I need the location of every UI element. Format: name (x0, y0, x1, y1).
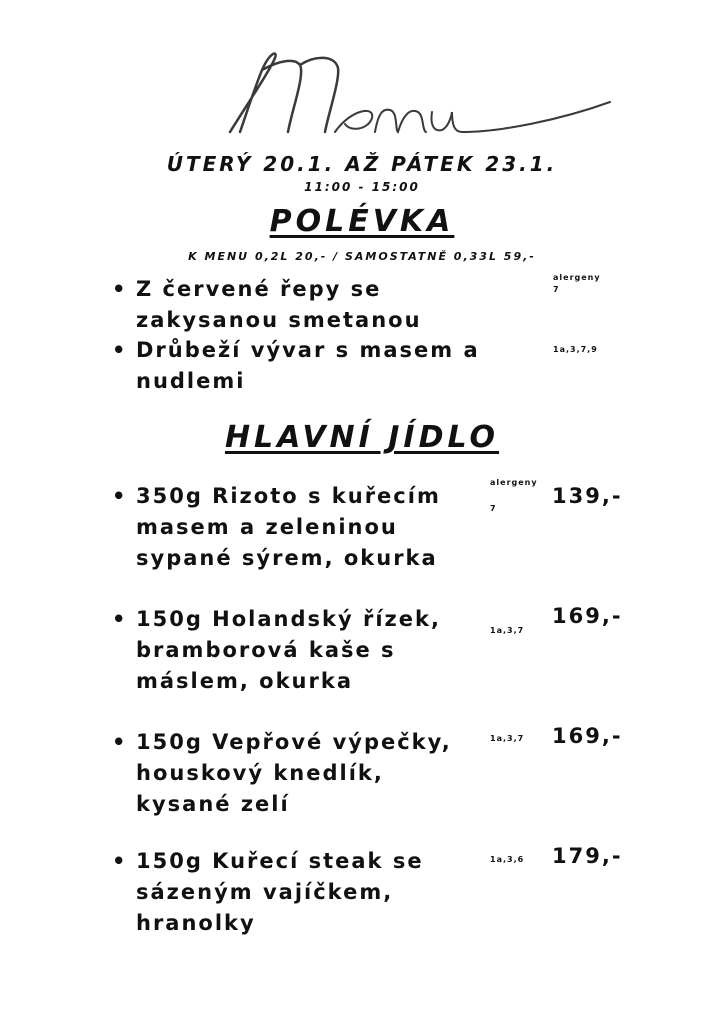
main-section-title: HLAVNÍ JÍDLO (224, 420, 500, 455)
main-item-1-allergens: 7 (490, 504, 497, 513)
soup-item-2: Drůbeží vývar s masem a nudlemi (136, 338, 480, 393)
list-bullet: • (112, 484, 126, 508)
soup-item-1-allergens: 7 (553, 285, 560, 294)
date-range: ÚTERÝ 20.1. AŽ PÁTEK 23.1. (166, 152, 558, 176)
main-item-4-allergens: 1a,3,6 (490, 855, 525, 864)
soup-section-title: POLÉVKA (269, 204, 455, 239)
main-item-2-allergens: 1a,3,7 (490, 626, 525, 635)
main-item-3-price: 169,- (552, 724, 623, 748)
soup-pricing: K MENU 0,2L 20,- / SAMOSTATNĚ 0,33L 59,- (188, 250, 536, 263)
menu-logo (200, 40, 620, 150)
main-item-4: 150g Kuřecí steak se sázeným vajíčkem, hranolky (136, 849, 424, 935)
main-item-1-price: 139,- (552, 484, 623, 508)
main-item-4-price: 179,- (552, 844, 623, 868)
logo-text: Menu (200, 40, 203, 41)
main-item-3: 150g Vepřové výpečky, houskový knedlík, kysané zelí (136, 730, 452, 816)
list-bullet: • (112, 277, 126, 301)
main-item-2: 150g Holandský řízek, bramborová kaše s máslem, okurka (136, 607, 441, 693)
list-bullet: • (112, 607, 126, 631)
soup-item-1: Z červené řepy se zakysanou smetanou (136, 277, 422, 332)
main-item-1: 350g Rizoto s kuřecím masem a zeleninou sypané sýrem, okurka (136, 484, 441, 570)
list-bullet: • (112, 849, 126, 873)
list-bullet: • (112, 730, 126, 754)
soup-allergen-heading: alergeny (553, 273, 601, 282)
opening-hours: 11:00 - 15:00 (304, 180, 420, 194)
list-bullet: • (112, 338, 126, 362)
main-item-3-allergens: 1a,3,7 (490, 734, 525, 743)
main-item-2-price: 169,- (552, 604, 623, 628)
main-allergen-heading: alergeny (490, 478, 538, 487)
soup-item-2-allergens: 1a,3,7,9 (553, 345, 598, 354)
